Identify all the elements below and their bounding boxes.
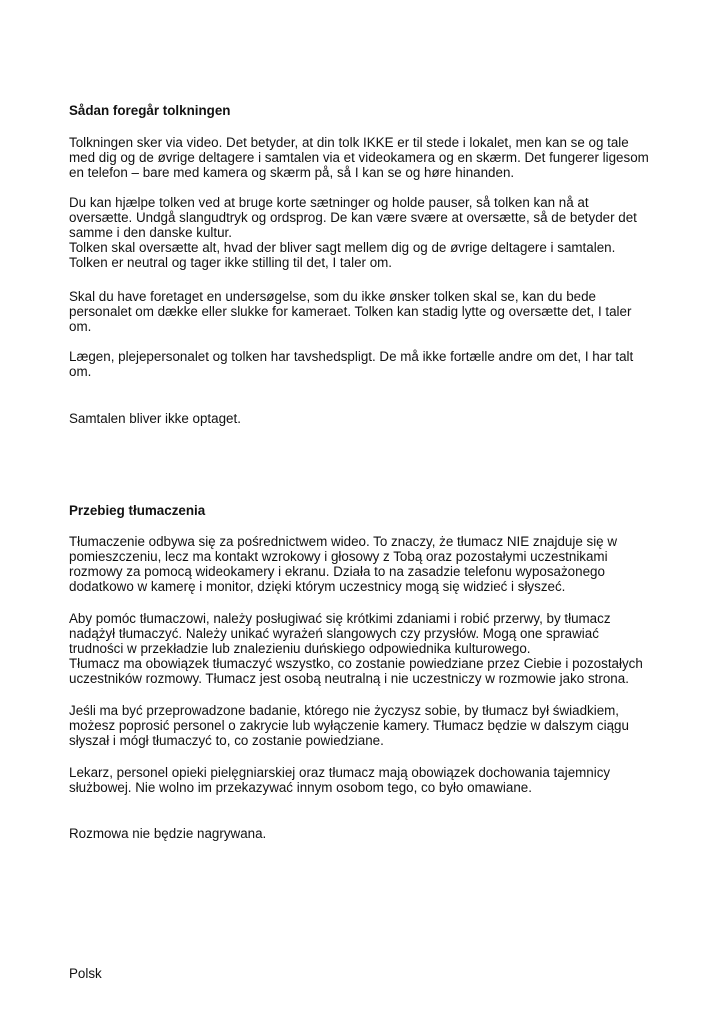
danish-p2-line: Tolken skal oversætte alt, hvad der bliver sagt mellem dig og de øvrige deltagere i samtalen.	[69, 240, 616, 255]
polish-p4-line: służbowej. Nie wolno im przekazywać innym osobom tego, co było omawiane.	[69, 780, 532, 795]
danish-paragraph-1	[69, 135, 659, 180]
polish-p2-line: nadążył tłumaczyć. Należy unikać wyrażeń slangowych czy przysłów. Mogą one sprawiać	[69, 626, 599, 641]
polish-p1-line: Tłumaczenie odbywa się za pośrednictwem wideo. To znaczy, że tłumacz NIE znajduje się w	[69, 534, 618, 549]
polish-p2-line: Aby pomóc tłumaczowi, należy posługiwać się krótkimi zdaniami i robić przerwy, by tłumacz	[69, 611, 611, 626]
polish-p1-line: dodatkowo w kamerę i monitor, dzięki którym uczestnicy mogą się widzieć i słyszeć.	[69, 579, 566, 594]
polish-p1-line: pomieszczeniu, lecz ma kontakt wzrokowy i głosowy z Tobą oraz pozostałymi uczestnikami	[69, 549, 608, 564]
danish-p2-line: Tolken er neutral og tager ikke stilling til det, I taler om.	[69, 255, 393, 270]
danish-p2-line: Du kan hjælpe tolken ved at bruge korte sætninger og holde pauser, så tolken kan nå at	[69, 195, 589, 210]
polish-p2-line: trudności w przekładzie lub znalezieniu duńskiego odpowiednika kulturowego.	[69, 641, 531, 656]
polish-p1-line: rozmowy za pomocą wideokamery i ekranu. Działa to na zasadzie telefonu wyposażonego	[69, 564, 605, 579]
polish-p4-line: Lekarz, personel opieki pielęgniarskiej oraz tłumacz mają obowiązek dochowania tajemnicy	[69, 765, 611, 780]
polish-p3-line: słyszał i mógł tłumaczyć to, co zostanie powiedziane.	[69, 733, 384, 748]
polish-paragraph-3	[69, 703, 659, 748]
danish-heading: Sådan foregår tolkningen	[69, 103, 231, 118]
danish-p1-line: en telefon – bare med kamera og skærm på, så I kan se og høre hinanden.	[69, 165, 515, 180]
danish-paragraph-3	[69, 289, 659, 334]
polish-paragraph-4	[69, 765, 659, 795]
polish-paragraph-2	[69, 611, 659, 686]
danish-paragraph-4	[69, 349, 659, 379]
danish-p1-line: med dig og de øvrige deltagere i samtalen via et videokamera og en skærm. Det fungerer ligesom	[69, 150, 649, 165]
danish-p4-line: om.	[69, 364, 92, 379]
danish-p2-line: samme i den danske kultur.	[69, 225, 233, 240]
danish-paragraph-5: Samtalen bliver ikke optaget.	[69, 411, 241, 426]
polish-paragraph-5: Rozmowa nie będzie nagrywana.	[69, 826, 267, 841]
polish-p2-line: uczestników rozmowy. Tłumacz jest osobą neutralną i nie uczestniczy w rozmowie jako strona.	[69, 671, 629, 686]
danish-p2-line: oversætte. Undgå slangudtryk og ordsprog. De kan være svære at oversætte, så de betyder det	[69, 210, 637, 225]
polish-p3-line: możesz poprosić personel o zakrycie lub wyłączenie kamery. Tłumacz będzie w dalszym ciągu	[69, 718, 629, 733]
danish-p1-line: Tolkningen sker via video. Det betyder, at din tolk IKKE er til stede i lokalet, men kan se og tale	[69, 135, 629, 150]
polish-paragraph-1	[69, 534, 659, 594]
footer-language-label: Polsk	[69, 966, 102, 981]
danish-p3-line: om.	[69, 319, 92, 334]
polish-p3-line: Jeśli ma być przeprowadzone badanie, którego nie życzysz sobie, by tłumacz był świadkiem,	[69, 703, 620, 718]
polish-heading: Przebieg tłumaczenia	[69, 503, 206, 518]
danish-p3-line: personalet om dække eller slukke for kameraet. Tolken kan stadig lytte og oversætte det, I taler	[69, 304, 632, 319]
polish-p2-line: Tłumacz ma obowiązek tłumaczyć wszystko, co zostanie powiedziane przez Ciebie i pozostałych	[69, 656, 643, 671]
danish-p4-line: Lægen, plejepersonalet og tolken har tavshedspligt. De må ikke fortælle andre om det, I har talt	[69, 349, 634, 364]
danish-paragraph-2	[69, 195, 659, 270]
danish-p3-line: Skal du have foretaget en undersøgelse, som du ikke ønsker tolken skal se, kan du bede	[69, 289, 597, 304]
